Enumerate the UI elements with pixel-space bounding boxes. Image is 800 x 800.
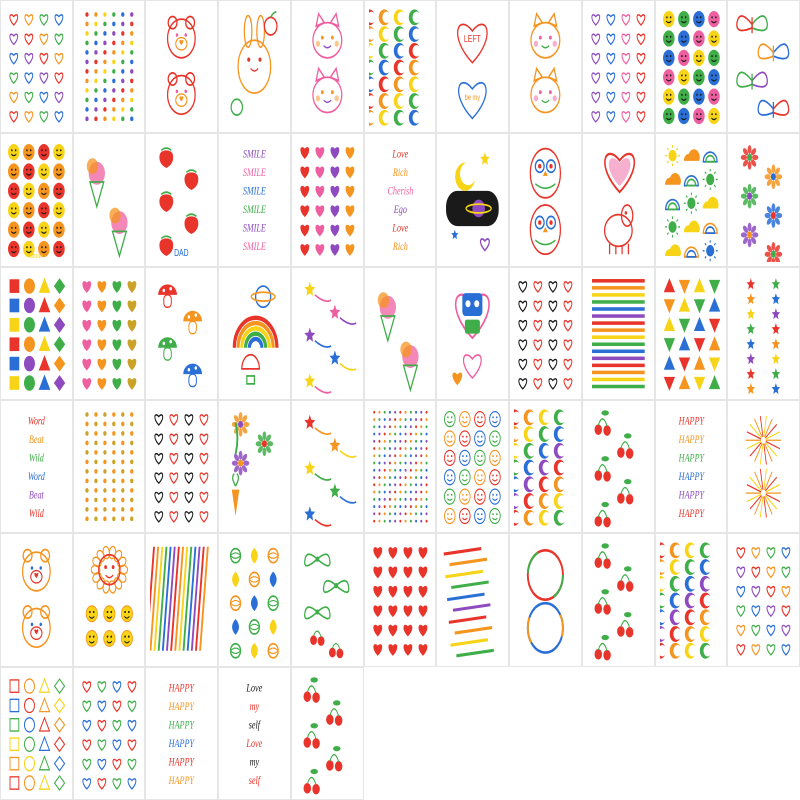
sticker-sheet-44[interactable] [727, 400, 800, 533]
sticker-sheet-13[interactable] [73, 133, 146, 266]
svg-text:Love: Love [392, 148, 408, 162]
love-my-self-script-art [223, 672, 286, 795]
sticker-sheet-46[interactable] [73, 533, 146, 666]
sticker-sheet-21[interactable] [655, 133, 728, 266]
rainbow-stripe-lines-art [587, 272, 650, 395]
sticker-sheet-26[interactable] [218, 267, 291, 400]
firework-burst-pair-art [732, 405, 795, 528]
svg-text:my: my [249, 700, 260, 713]
heart-outline-rows-black-art [150, 405, 213, 528]
moon-stars-night-sky-art [441, 138, 504, 261]
svg-text:Ego: Ego [393, 203, 407, 217]
sticker-sheet-38[interactable] [291, 400, 364, 533]
svg-text:Cherish: Cherish [387, 185, 413, 199]
sticker-sheet-52[interactable] [509, 533, 582, 666]
sticker-sheet-50[interactable] [364, 533, 437, 666]
empty-cell [582, 667, 655, 800]
svg-text:Love: Love [246, 737, 263, 750]
svg-text:HAPPY: HAPPY [169, 718, 195, 732]
bow-ribbons-and-cherries-art [296, 538, 359, 661]
sticker-sheet-8[interactable] [509, 0, 582, 133]
sticker-sheet-53[interactable] [582, 533, 655, 666]
svg-text:Beat: Beat [28, 433, 44, 447]
shape-outline-grid-art [5, 672, 68, 795]
sticker-sheet-20[interactable] [582, 133, 655, 266]
sticker-sheet-16[interactable] [291, 133, 364, 266]
sticker-sheet-19[interactable] [509, 133, 582, 266]
sticker-sheet-57[interactable] [73, 667, 146, 800]
tiny-dot-matrix-art [369, 405, 432, 528]
sticker-sheet-11[interactable] [727, 0, 800, 133]
rainbow-planet-hot-air-balloon-art [223, 272, 286, 395]
rainbow-dash-lines-art [441, 538, 504, 661]
svg-text:SMILE: SMILE [242, 185, 267, 199]
rainbow-butterfly-swirls-art [732, 5, 795, 128]
svg-text:HAPPY: HAPPY [169, 681, 195, 695]
svg-text:Beat: Beat [28, 489, 44, 502]
sticker-sheet-1[interactable] [0, 0, 73, 133]
ice-cream-cone-pair-art [369, 272, 432, 395]
sticker-sheet-34[interactable] [0, 400, 73, 533]
cherry-pairs-sheet-art [587, 538, 650, 661]
sticker-sheet-25[interactable] [145, 267, 218, 400]
sticker-sheet-23[interactable] [0, 267, 73, 400]
triangle-grid-art [660, 272, 723, 395]
smile-emoji-sheet-art [5, 138, 68, 261]
sticker-sheet-24[interactable] [73, 267, 146, 400]
svg-text:self: self [248, 718, 261, 732]
sticker-sheet-37[interactable] [218, 400, 291, 533]
empty-cell [509, 667, 582, 800]
svg-text:SMILE: SMILE [242, 148, 267, 162]
teddy-bear-pair-art [150, 5, 213, 128]
svg-text:HAPPY: HAPPY [678, 507, 704, 521]
sticker-sheet-29[interactable] [436, 267, 509, 400]
rainbow-script-and-dots-art [5, 405, 68, 528]
sticker-sheet-47[interactable] [145, 533, 218, 666]
svg-text:self: self [248, 774, 261, 787]
bear-characters-sheet-art [5, 538, 68, 661]
carrot-and-floral-burst-art [223, 405, 286, 528]
svg-text:SMILE: SMILE [242, 240, 267, 254]
sticker-sheet-27[interactable] [291, 267, 364, 400]
rainbow-sun-cloud-icons-art [660, 138, 723, 261]
svg-text:Love: Love [392, 222, 408, 236]
svg-text:HAPPY: HAPPY [169, 755, 195, 769]
empty-cell [655, 667, 728, 800]
gold-foil-dot-grid-art [78, 405, 141, 528]
svg-text:HAPPY: HAPPY [169, 700, 195, 713]
sticker-sheet-6[interactable] [364, 0, 437, 133]
left-heart-outline-lettering-art [441, 5, 504, 128]
smile-word-repeat-art [223, 138, 286, 261]
svg-text:be my: be my [465, 94, 481, 103]
svg-text:HAPPY: HAPPY [678, 433, 704, 447]
sticker-sheet-39[interactable] [364, 400, 437, 533]
svg-text:HAPPY: HAPPY [678, 452, 704, 465]
svg-text:Rich: Rich [392, 240, 408, 254]
sticker-sheet-58[interactable] [145, 667, 218, 800]
svg-text:Smile: Smile [29, 252, 43, 261]
sticker-sheet-31[interactable] [582, 267, 655, 400]
sticker-sheet-12[interactable] [0, 133, 73, 266]
svg-text:DAD: DAD [174, 247, 190, 259]
sticker-sheet-33[interactable] [727, 267, 800, 400]
sticker-sheet-41[interactable] [509, 400, 582, 533]
sticker-sheet-56[interactable] [0, 667, 73, 800]
llama-and-big-heart-art [587, 138, 650, 261]
sticker-sheet-48[interactable] [218, 533, 291, 666]
cherries-and-bunny-girl-art [587, 405, 650, 528]
svg-text:LEFT: LEFT [464, 32, 482, 45]
sticker-sheet-49[interactable] [291, 533, 364, 666]
rainbow-crescent-grid-art [660, 538, 723, 661]
mushroom-and-fruit-characters-art [150, 272, 213, 395]
sticker-sheet-30[interactable] [509, 267, 582, 400]
red-heart-grid-art [369, 538, 432, 661]
happy-word-repeat-art [660, 405, 723, 528]
shooting-star-trails-art [296, 405, 359, 528]
shooting-star-and-cat-art [296, 272, 359, 395]
robot-in-heart-art [441, 272, 504, 395]
ice-cream-cones-art [78, 138, 141, 261]
empty-cell [436, 667, 509, 800]
sticker-sheet-4[interactable] [218, 0, 291, 133]
star-column-pair-art [732, 272, 795, 395]
geometric-shapes-grid-art [5, 272, 68, 395]
love-my-self-heart-outlines-art [514, 272, 577, 395]
small-hearts-scatter-art [296, 138, 359, 261]
rainbow-dot-columns-art [78, 5, 141, 128]
svg-text:HAPPY: HAPPY [678, 470, 704, 484]
sticker-sheet-54[interactable] [655, 533, 728, 666]
cat-pair-outline-art [514, 5, 577, 128]
sticker-sheet-51[interactable] [436, 533, 509, 666]
svg-text:SMILE: SMILE [242, 203, 267, 217]
sticker-sheet-5[interactable] [291, 0, 364, 133]
cherry-and-heart-mix-art [296, 672, 359, 795]
bunny-and-apple-art [223, 5, 286, 128]
svg-text:my: my [249, 755, 260, 769]
heart-outline-grid-art [587, 5, 650, 128]
vertical-rainbow-stripes-art [150, 538, 213, 661]
svg-text:Word: Word [27, 415, 45, 428]
sticker-sheet-2[interactable] [73, 0, 146, 133]
sticker-sheet-22[interactable] [727, 133, 800, 266]
svg-text:HAPPY: HAPPY [169, 774, 195, 787]
cat-and-cake-characters-art [296, 5, 359, 128]
svg-text:HAPPY: HAPPY [678, 489, 704, 502]
crescent-moon-color-rows-art [514, 405, 577, 528]
heart-equation-lettering-art [78, 672, 141, 795]
empty-cell [364, 667, 437, 800]
svg-text:SMILE: SMILE [242, 166, 267, 180]
sticker-sheet-45[interactable] [0, 533, 73, 666]
svg-text:Rich: Rich [392, 166, 408, 180]
lion-face-and-smileys-art [78, 538, 141, 661]
sticker-sheet-3[interactable] [145, 0, 218, 133]
sticker-sheet-17[interactable] [364, 133, 437, 266]
svg-text:Wild: Wild [28, 452, 44, 465]
svg-text:HAPPY: HAPPY [169, 737, 195, 750]
sticker-sheet-60[interactable] [291, 667, 364, 800]
hug-hearts-alive-lettering-art [5, 5, 68, 128]
leaf-and-ball-pattern-art [223, 538, 286, 661]
sticker-sheet-42[interactable] [582, 400, 655, 533]
daisy-flowers-and-stripes-art [732, 138, 795, 261]
sticker-sheet-43[interactable] [655, 400, 728, 533]
dad-strawberry-hearts-art [150, 138, 213, 261]
sticker-sheet-32[interactable] [655, 267, 728, 400]
happy-smile-lettering-art [150, 672, 213, 795]
sticker-sheet-28[interactable] [364, 267, 437, 400]
sticker-sheet-35[interactable] [73, 400, 146, 533]
rainbow-circle-rings-art [514, 538, 577, 661]
sticker-sheet-59[interactable] [218, 667, 291, 800]
rainbow-crescent-rows-art [369, 5, 432, 128]
smiley-face-grid-art [660, 5, 723, 128]
sticker-sheet-10[interactable] [655, 0, 728, 133]
sticker-sheet-55[interactable] [727, 533, 800, 666]
love-rich-cherish-ego-lettering-art [369, 138, 432, 261]
svg-text:Wild: Wild [28, 507, 44, 521]
sticker-sheet-40[interactable] [436, 400, 509, 533]
sticker-sheet-9[interactable] [582, 0, 655, 133]
smiley-outline-grid-art [441, 405, 504, 528]
svg-text:Word: Word [27, 470, 45, 484]
svg-text:Love: Love [246, 681, 263, 695]
pastel-heart-rows-art [78, 272, 141, 395]
svg-text:HAPPY: HAPPY [678, 415, 704, 428]
sticker-sheet-14[interactable] [145, 133, 218, 266]
empty-cell [727, 667, 800, 800]
owl-pair-sheet-art [514, 138, 577, 261]
sticker-sheet-15[interactable] [218, 133, 291, 266]
sticker-sheet-36[interactable] [145, 400, 218, 533]
outline-heart-color-grid-art [732, 538, 795, 661]
sticker-sheet-18[interactable] [436, 133, 509, 266]
sticker-sheet-7[interactable] [436, 0, 509, 133]
svg-text:SMILE: SMILE [242, 222, 267, 236]
